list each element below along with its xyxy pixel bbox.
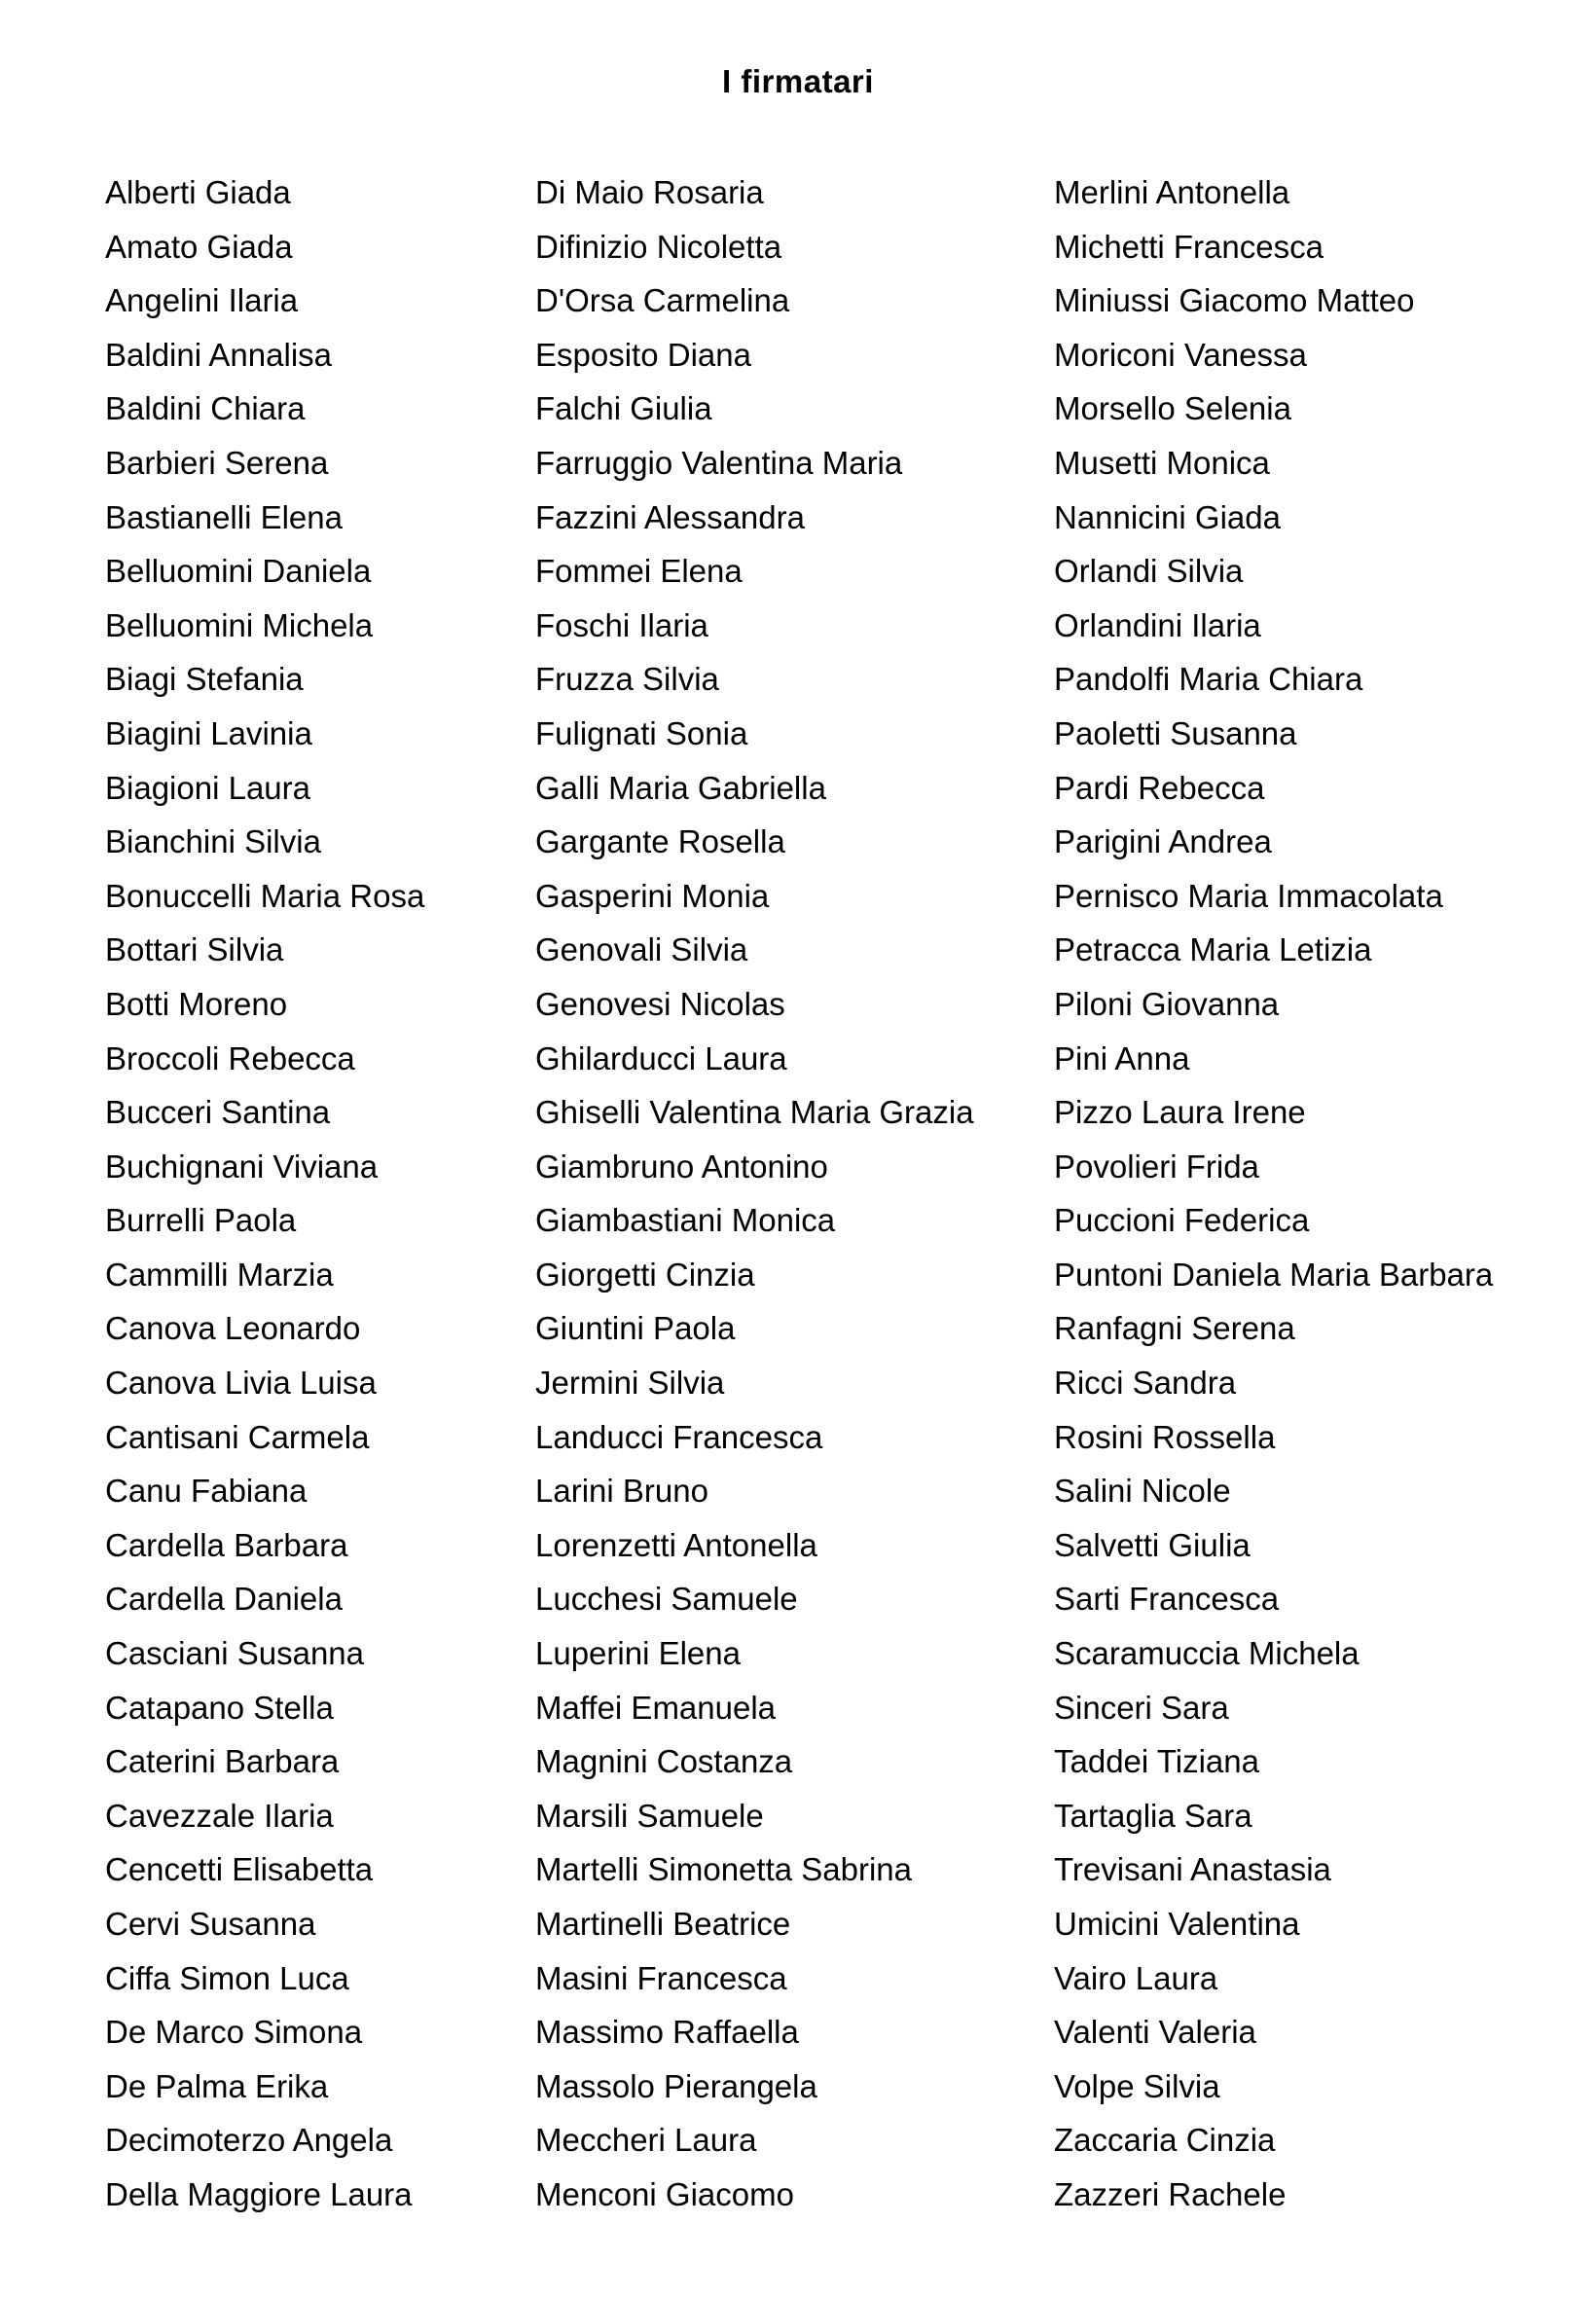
signatory-name: Canova Livia Luisa — [105, 1365, 377, 1402]
signatory-name: Biagi Stefania — [105, 661, 304, 698]
signatories-column-1 — [105, 165, 424, 2222]
signatory-name: Umicini Valentina — [1054, 1906, 1300, 1942]
signatory-name: Povolieri Frida — [1054, 1148, 1259, 1185]
signatory-name: Lorenzetti Antonella — [535, 1526, 817, 1563]
signatory-name: Tartaglia Sara — [1054, 1797, 1252, 1834]
signatory-name: Taddei Tiziana — [1054, 1743, 1259, 1780]
signatory-name: Bucceri Santina — [105, 1094, 331, 1131]
signatory-name: Magnini Costanza — [535, 1743, 793, 1780]
signatory-name: Casciani Susanna — [105, 1635, 364, 1672]
signatory-name: Canova Leonardo — [105, 1310, 361, 1347]
signatories-column-3 — [1054, 165, 1493, 2222]
signatory-name: Marsili Samuele — [535, 1797, 764, 1834]
signatory-name: Orlandi Silvia — [1054, 553, 1244, 590]
signatory-name: Botti Moreno — [105, 985, 288, 1022]
signatory-name: Salini Nicole — [1054, 1473, 1231, 1510]
signatory-name: Musetti Monica — [1054, 444, 1270, 481]
signatory-name: Zaccaria Cinzia — [1054, 2122, 1276, 2159]
signatory-name: Amato Giada — [105, 228, 293, 265]
signatory-name: Broccoli Rebecca — [105, 1039, 355, 1076]
signatories-column-2 — [535, 165, 974, 2222]
signatory-name: Burrelli Paola — [105, 1202, 297, 1239]
signatory-name: Vairo Laura — [1054, 1959, 1218, 1996]
signatory-name: Alberti Giada — [105, 174, 291, 210]
signatory-name: Massimo Raffaella — [535, 2014, 799, 2051]
signatory-name: Masini Francesca — [535, 1959, 787, 1996]
signatory-name: Puntoni Daniela Maria Barbara — [1054, 1256, 1494, 1293]
signatory-name: Meccheri Laura — [535, 2122, 757, 2159]
signatory-name: Giambastiani Monica — [535, 1202, 836, 1239]
signatory-name: Merlini Antonella — [1054, 174, 1290, 210]
signatory-name: Morsello Selenia — [1054, 390, 1291, 427]
signatory-name: Orlandini Ilaria — [1054, 606, 1261, 643]
signatory-name: Michetti Francesca — [1054, 228, 1324, 265]
signatory-name: Gasperini Monia — [535, 877, 770, 914]
signatory-name: Fruzza Silvia — [535, 661, 719, 698]
signatory-name: Bottari Silvia — [105, 931, 284, 968]
signatory-name: Ranfagni Serena — [1054, 1310, 1295, 1347]
signatory-name: Decimoterzo Angela — [105, 2122, 393, 2159]
signatory-name: Baldini Annalisa — [105, 336, 332, 373]
signatory-name: Cardella Barbara — [105, 1526, 348, 1563]
signatory-name: Rosini Rossella — [1054, 1418, 1276, 1455]
signatory-name: De Marco Simona — [105, 2014, 363, 2051]
signatory-name: Genovesi Nicolas — [535, 985, 785, 1022]
signatory-name: Miniussi Giacomo Matteo — [1054, 282, 1415, 319]
signatory-name: Lucchesi Samuele — [535, 1581, 798, 1618]
signatory-name: Bianchini Silvia — [105, 823, 321, 860]
signatory-name: Sarti Francesca — [1054, 1581, 1280, 1618]
signatory-name: Farruggio Valentina Maria — [535, 444, 903, 481]
signatory-name: Puccioni Federica — [1054, 1202, 1310, 1239]
signatory-name: Biagini Lavinia — [105, 714, 312, 751]
signatory-name: Giorgetti Cinzia — [535, 1256, 755, 1293]
signatory-name: Pizzo Laura Irene — [1054, 1094, 1306, 1131]
signatory-name: Luperini Elena — [535, 1635, 741, 1672]
signatory-name: Parigini Andrea — [1054, 823, 1272, 860]
signatory-name: Biagioni Laura — [105, 769, 310, 806]
signatory-name: Cardella Daniela — [105, 1581, 343, 1618]
signatory-name: Moriconi Vanessa — [1054, 336, 1307, 373]
signatory-name: Ricci Sandra — [1054, 1365, 1237, 1402]
signatory-name: Jermini Silvia — [535, 1365, 725, 1402]
signatory-name: Baldini Chiara — [105, 390, 306, 427]
signatory-name: Salvetti Giulia — [1054, 1526, 1251, 1563]
signatory-name: Fommei Elena — [535, 553, 743, 590]
signatory-name: Piloni Giovanna — [1054, 985, 1280, 1022]
signatory-name: Ghilarducci Laura — [535, 1039, 787, 1076]
signatory-name: Giambruno Antonino — [535, 1148, 828, 1185]
signatory-name: Belluomini Michela — [105, 606, 374, 643]
signatory-name: Angelini Ilaria — [105, 282, 299, 319]
signatory-name: Volpe Silvia — [1054, 2067, 1220, 2104]
signatory-name: Galli Maria Gabriella — [535, 769, 826, 806]
signatory-name: Zazzeri Rachele — [1054, 2175, 1287, 2212]
signatory-name: Cavezzale Ilaria — [105, 1797, 334, 1834]
signatory-name: Valenti Valeria — [1054, 2014, 1256, 2051]
signatory-name: Pini Anna — [1054, 1039, 1190, 1076]
signatory-name: Barbieri Serena — [105, 444, 329, 481]
signatory-name: Nannicini Giada — [1054, 498, 1281, 535]
signatory-name: Pandolfi Maria Chiara — [1054, 661, 1363, 698]
signatory-name: De Palma Erika — [105, 2067, 329, 2104]
signatory-name: Di Maio Rosaria — [535, 174, 764, 210]
signatory-name: Giuntini Paola — [535, 1310, 736, 1347]
signatory-name: Martelli Simonetta Sabrina — [535, 1851, 913, 1888]
signatory-name: Scaramuccia Michela — [1054, 1635, 1360, 1672]
signatory-name: Bastianelli Elena — [105, 498, 343, 535]
signatory-name: Pernisco Maria Immacolata — [1054, 877, 1443, 914]
signatory-name: Fazzini Alessandra — [535, 498, 805, 535]
signatory-name: Cervi Susanna — [105, 1906, 316, 1942]
signatory-name: Fulignati Sonia — [535, 714, 748, 751]
signatory-name: Bonuccelli Maria Rosa — [105, 877, 425, 914]
signatory-name: Sinceri Sara — [1054, 1689, 1229, 1726]
signatory-name: Martinelli Beatrice — [535, 1906, 791, 1942]
signatory-name: Cencetti Elisabetta — [105, 1851, 374, 1888]
signatory-name: Larini Bruno — [535, 1473, 708, 1510]
signatory-name: Paoletti Susanna — [1054, 714, 1297, 751]
signatory-name: Massolo Pierangela — [535, 2067, 817, 2104]
signatory-name: Foschi Ilaria — [535, 606, 708, 643]
signatory-name: Canu Fabiana — [105, 1473, 308, 1510]
signatory-name: Ghiselli Valentina Maria Grazia — [535, 1094, 974, 1131]
signatory-name: D'Orsa Carmelina — [535, 282, 790, 319]
signatory-name: Cammilli Marzia — [105, 1256, 334, 1293]
signatory-name: Pardi Rebecca — [1054, 769, 1265, 806]
signatory-name: Difinizio Nicoletta — [535, 228, 782, 265]
signatory-name: Ciffa Simon Luca — [105, 1959, 349, 1996]
page-title: I firmatari — [722, 63, 874, 99]
signatory-name: Trevisani Anastasia — [1054, 1851, 1331, 1888]
signatory-name: Gargante Rosella — [535, 823, 785, 860]
signatory-name: Falchi Giulia — [535, 390, 712, 427]
signatory-name: Landucci Francesca — [535, 1418, 823, 1455]
signatory-name: Genovali Silvia — [535, 931, 748, 968]
signatory-name: Maffei Emanuela — [535, 1689, 777, 1726]
signatory-name: Buchignani Viviana — [105, 1148, 379, 1185]
signatory-name: Belluomini Daniela — [105, 553, 372, 590]
signatory-name: Della Maggiore Laura — [105, 2175, 413, 2212]
signatory-name: Caterini Barbara — [105, 1743, 340, 1780]
signatory-name: Menconi Giacomo — [535, 2175, 794, 2212]
signatory-name: Cantisani Carmela — [105, 1418, 370, 1455]
signatory-name: Catapano Stella — [105, 1689, 334, 1726]
signatory-name: Esposito Diana — [535, 336, 751, 373]
signatory-name: Petracca Maria Letizia — [1054, 931, 1372, 968]
